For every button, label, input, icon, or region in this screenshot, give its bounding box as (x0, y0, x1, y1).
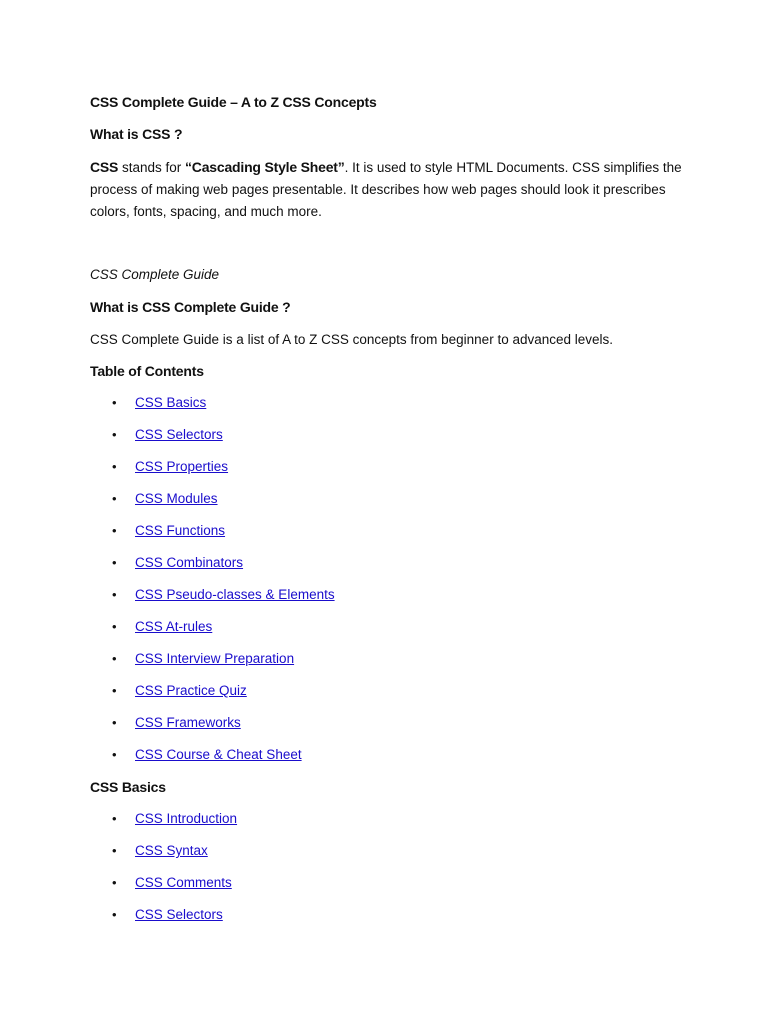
bullet-icon: • (112, 523, 117, 538)
toc-item (90, 521, 690, 541)
page-title: CSS Complete Guide – A to Z CSS Concepts (90, 94, 377, 110)
guide-description: CSS Complete Guide is a list of A to Z CSS concepts from beginner to advanced levels. (90, 332, 614, 347)
basics-heading: CSS Basics (90, 779, 166, 795)
bullet-icon: • (112, 491, 117, 506)
toc-item-link[interactable]: CSS Basics (135, 395, 207, 410)
toc-item-link[interactable]: CSS Modules (135, 491, 218, 506)
toc-item (90, 457, 690, 477)
toc-heading: Table of Contents (90, 363, 204, 379)
toc-item-link[interactable]: CSS Frameworks (135, 715, 241, 730)
toc-item (90, 393, 690, 413)
basics-item (90, 841, 690, 861)
bullet-icon: • (112, 395, 117, 410)
document-page (90, 92, 690, 937)
toc-item-link[interactable]: CSS Combinators (135, 555, 244, 570)
bullet-icon: • (112, 683, 117, 698)
toc-item (90, 681, 690, 701)
toc-item-link[interactable]: CSS At-rules (135, 619, 213, 634)
basics-item (90, 905, 690, 925)
bullet-icon: • (112, 555, 117, 570)
bullet-icon: • (112, 459, 117, 474)
basics-list (90, 809, 690, 925)
toc-item-link[interactable]: CSS Functions (135, 523, 226, 538)
toc-item-link[interactable]: CSS Practice Quiz (135, 683, 247, 698)
guide-heading: What is CSS Complete Guide ? (90, 299, 291, 315)
toc-item (90, 649, 690, 669)
basics-item-link[interactable]: CSS Comments (135, 875, 232, 890)
basics-item-link[interactable]: CSS Selectors (135, 907, 223, 922)
bullet-icon: • (112, 651, 117, 666)
intro-stands-for: stands for (118, 160, 185, 175)
bullet-icon: • (112, 587, 117, 602)
intro-expansion: “Cascading Style Sheet” (184, 159, 345, 175)
bullet-icon: • (112, 907, 117, 922)
toc-item-link[interactable]: CSS Pseudo-classes & Elements (135, 587, 335, 602)
bullet-icon: • (112, 619, 117, 634)
basics-item-link[interactable]: CSS Syntax (135, 843, 208, 858)
toc-item-link[interactable]: CSS Course & Cheat Sheet (135, 747, 302, 762)
toc-item (90, 489, 690, 509)
toc-item (90, 713, 690, 733)
bullet-icon: • (112, 875, 117, 890)
bullet-icon: • (112, 747, 117, 762)
toc-item-link[interactable]: CSS Properties (135, 459, 229, 474)
basics-item-link[interactable]: CSS Introduction (135, 811, 238, 826)
toc-item (90, 585, 690, 605)
basics-item (90, 873, 690, 893)
toc-item (90, 425, 690, 445)
toc-item-link[interactable]: CSS Interview Preparation (135, 651, 295, 666)
bullet-icon: • (112, 811, 117, 826)
toc-item (90, 553, 690, 573)
toc-list (90, 393, 690, 765)
what-is-css-heading: What is CSS ? (90, 126, 183, 142)
bullet-icon: • (112, 427, 117, 442)
image-caption: CSS Complete Guide (90, 267, 220, 282)
toc-item (90, 617, 690, 637)
bullet-icon: • (112, 843, 117, 858)
intro-paragraph (90, 156, 690, 223)
basics-item (90, 809, 690, 829)
intro-term: CSS (90, 159, 119, 175)
toc-item-link[interactable]: CSS Selectors (135, 427, 223, 442)
toc-item (90, 745, 690, 765)
bullet-icon: • (112, 715, 117, 730)
intro-rest: . It is used to style HTML Documents. CSS simplifies the process of making web pages presentable. It describes how web pages should look it prescribes colors, fonts, spacing, and much more. (90, 160, 682, 219)
